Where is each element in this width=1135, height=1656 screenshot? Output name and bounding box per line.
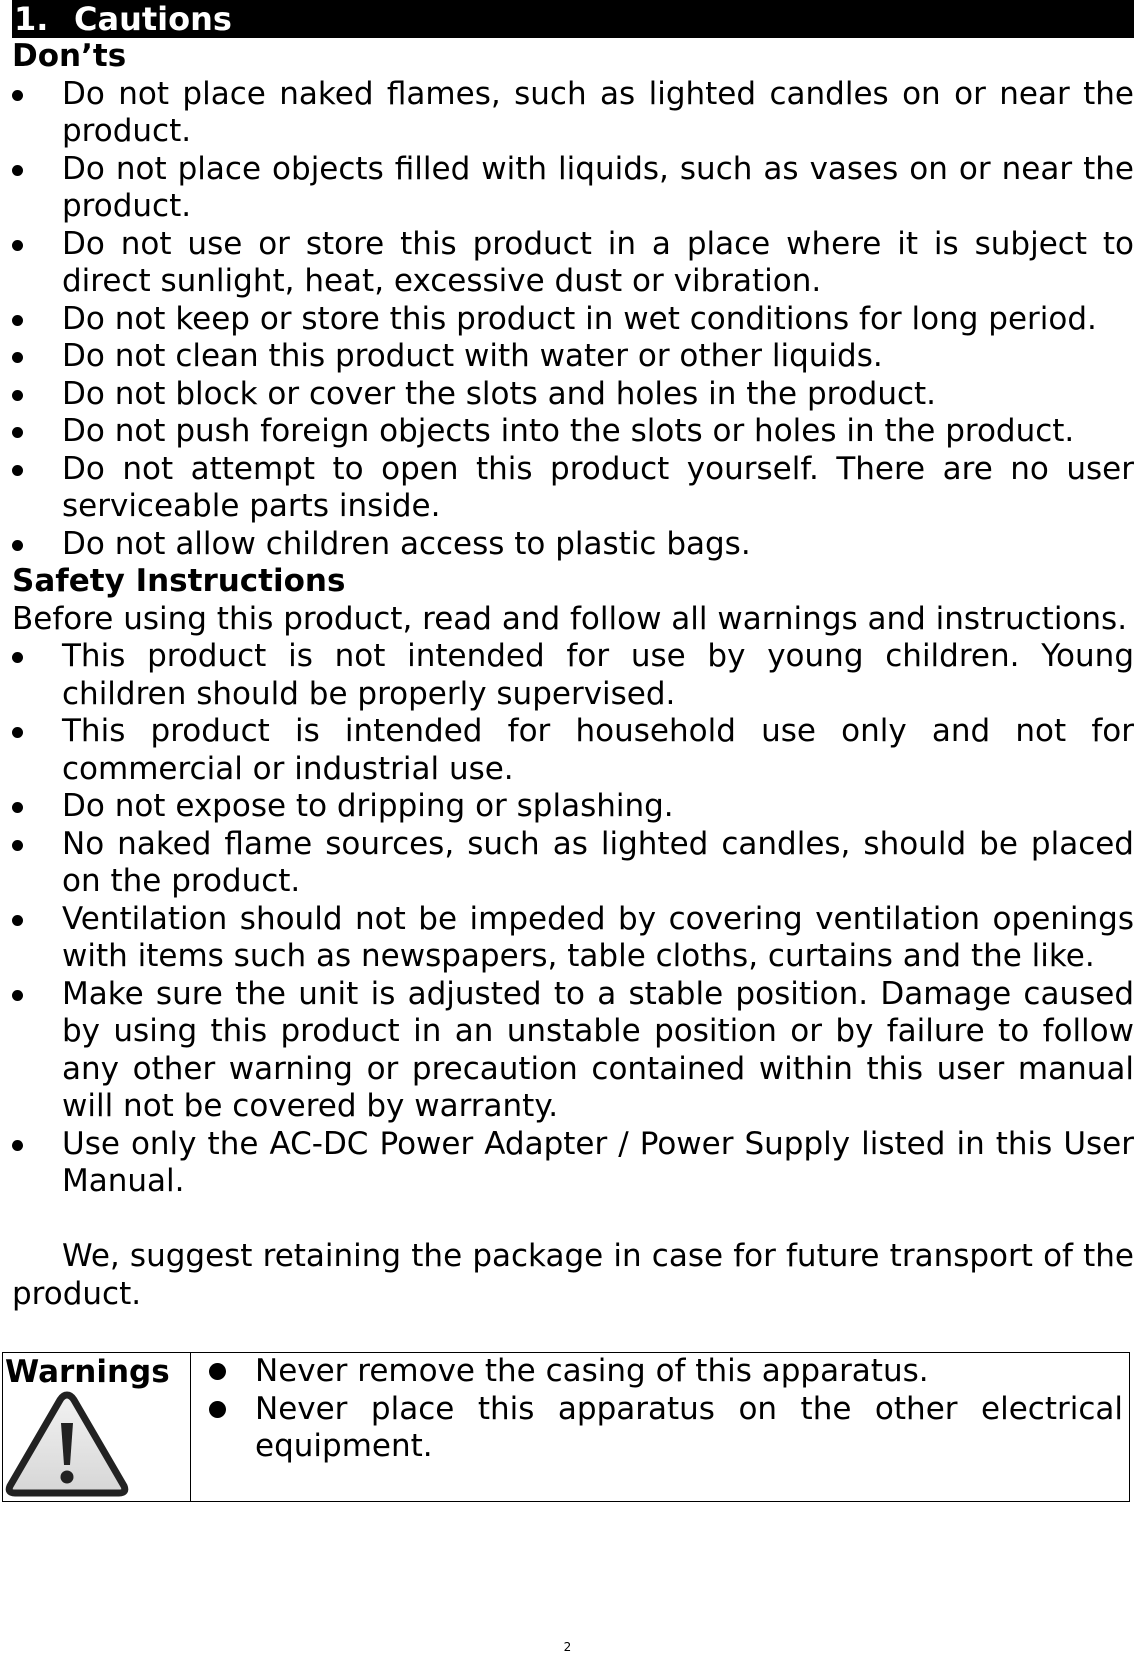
list-item: [12, 151, 1134, 226]
donts-list: [12, 76, 1134, 564]
list-item: [12, 338, 1134, 376]
bullet-icon: [12, 540, 23, 551]
warnings-label-cell: [3, 1353, 191, 1501]
list-item-text: Never place this apparatus on the other electrical equipment.: [255, 1390, 1123, 1464]
list-item-text: No naked flame sources, such as lighted candles, should be placed on the product.: [62, 825, 1134, 899]
list-item-text: Use only the AC-DC Power Adapter / Power Supply listed in this User Manual.: [62, 1125, 1134, 1199]
bullet-icon: [12, 427, 23, 438]
safety-list: [12, 638, 1134, 1201]
list-item-text: Do not block or cover the slots and holes in the product.: [62, 375, 937, 412]
bullet-icon: [12, 1140, 23, 1151]
list-item-text: This product is not intended for use by young children. Young children should be properly supervised.: [62, 638, 1134, 712]
list-item: [12, 376, 1134, 414]
page-number: 2: [563, 1640, 572, 1654]
bullet-icon: [12, 727, 23, 738]
bullet-icon: [209, 1401, 226, 1418]
list-item: [12, 901, 1134, 976]
bullet-icon: [12, 352, 23, 363]
bullet-icon: [12, 652, 23, 663]
list-item-text: Do not clean this product with water or other liquids.: [62, 338, 883, 374]
section-header: [12, 0, 1134, 38]
section-title: Cautions: [74, 0, 232, 38]
list-item-text: Do not place naked flames, such as lighted candles on or near the product.: [62, 75, 1134, 149]
list-item: [12, 713, 1134, 788]
donts-heading: Don’ts: [12, 38, 127, 74]
list-item-text: Make sure the unit is adjusted to a stable position. Damage caused by using this product in an unstable position or by failure to follow any other warning or precaution contained within this user manual will not be covered by warranty.: [62, 975, 1134, 1124]
bullet-icon: [12, 840, 23, 851]
safety-heading: Safety Instructions: [12, 563, 346, 599]
list-item-text: Ventilation should not be impeded by covering ventilation openings with items such as newspapers, table cloths, curtains and the like.: [62, 900, 1134, 974]
bullet-icon: [12, 465, 23, 476]
list-item-text: Never remove the casing of this apparatus.: [255, 1353, 929, 1389]
list-item-text: This product is intended for household use only and not for commercial or industrial use.: [62, 713, 1134, 787]
manual-page: [12, 0, 1134, 1313]
list-item: [12, 826, 1134, 901]
list-item: [12, 76, 1134, 151]
list-item-text: Do not place objects filled with liquids, such as vases on or near the product.: [62, 150, 1134, 224]
list-item: [207, 1391, 1123, 1466]
bullet-icon: [12, 915, 23, 926]
list-item: [12, 526, 1134, 564]
section-number: 1.: [14, 0, 49, 38]
warnings-list: [207, 1353, 1123, 1466]
list-item-text: Do not allow children access to plastic bags.: [62, 525, 751, 562]
bullet-icon: [12, 802, 23, 813]
list-item: [12, 976, 1134, 1126]
bullet-icon: [12, 90, 23, 101]
bullet-icon: [12, 240, 23, 251]
package-suggestion: We, suggest retaining the package in case for future transport of the product.: [12, 1238, 1134, 1312]
list-item: [12, 1126, 1134, 1201]
list-item-text: Do not expose to dripping or splashing.: [62, 788, 674, 824]
safety-intro: Before using this product, read and follow all warnings and instructions.: [12, 600, 1128, 637]
list-item: [207, 1353, 1123, 1391]
list-item: [12, 451, 1134, 526]
warning-triangle-icon: [5, 1389, 129, 1499]
bullet-icon: [209, 1363, 226, 1380]
list-item-text: Do not keep or store this product in wet conditions for long period.: [62, 300, 1097, 337]
bullet-icon: [12, 165, 23, 176]
warnings-content-cell: [191, 1353, 1129, 1501]
list-item: [12, 301, 1134, 339]
list-item-text: Do not attempt to open this product yourself. There are no user serviceable parts inside.: [62, 450, 1134, 524]
bullet-icon: [12, 390, 23, 401]
list-item: [12, 226, 1134, 301]
list-item-text: Do not use or store this product in a place where it is subject to direct sunlight, heat, excessive dust or vibration.: [62, 225, 1134, 299]
list-item: [12, 413, 1134, 451]
bullet-icon: [12, 315, 23, 326]
list-item: [12, 638, 1134, 713]
warnings-title: Warnings: [5, 1354, 170, 1390]
list-item-text: Do not push foreign objects into the slots or holes in the product.: [62, 413, 1075, 449]
bullet-icon: [12, 990, 23, 1001]
list-item: [12, 788, 1134, 826]
warnings-box: [2, 1352, 1130, 1502]
